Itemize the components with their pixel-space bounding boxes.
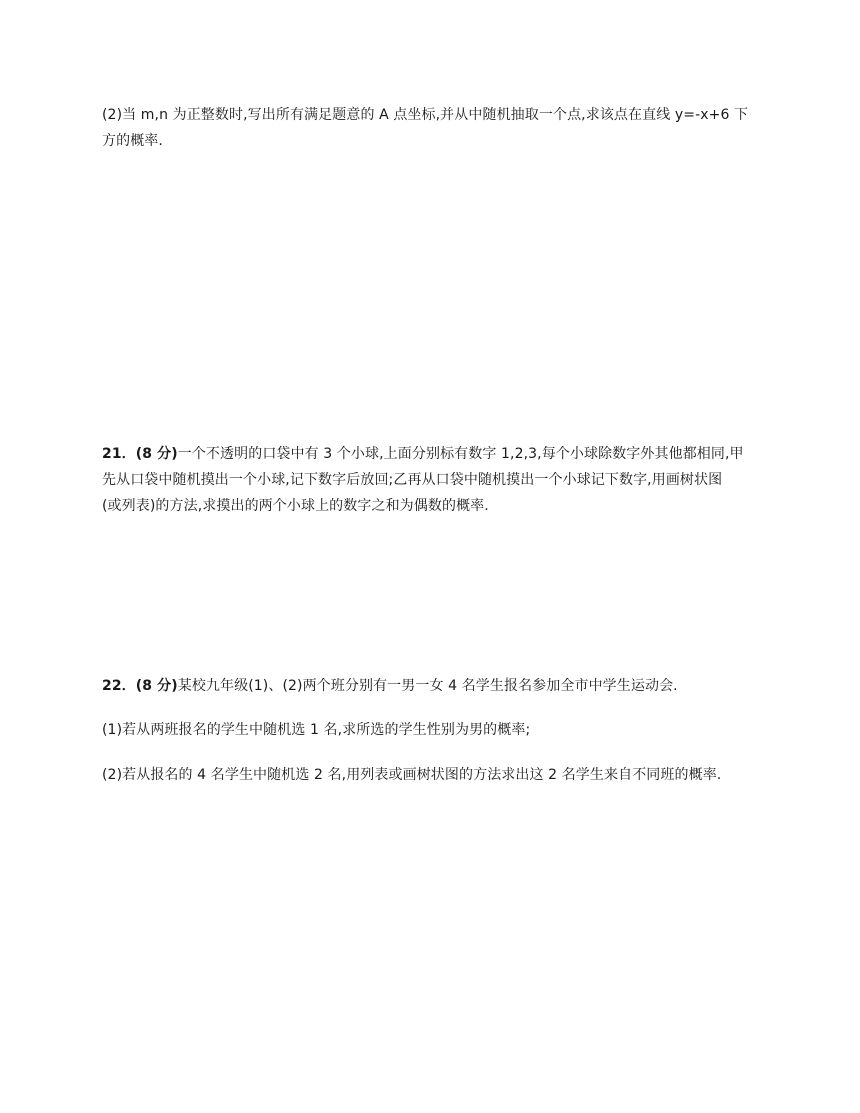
q22-line-1	[102, 676, 762, 696]
q22-number: 22．	[102, 678, 136, 694]
q20-part2-line-1: (2)当 m,n 为正整数时,写出所有满足题意的 A 点坐标,并从中随机抽取一个点,求该点在直线 y=-x+6 下	[102, 107, 749, 123]
q21-line-2: 先从口袋中随机摸出一个小球,记下数字后放回;乙再从口袋中随机摸出一个小球记下数字,用画树状图	[102, 472, 723, 488]
q21-line-1	[102, 444, 762, 464]
q22-score: (8 分)	[135, 678, 178, 694]
q21-score: (8 分)	[135, 446, 178, 462]
q21-line-3: (或列表)的方法,求摸出的两个小球上的数字之和为偶数的概率.	[102, 498, 489, 514]
q22-part2: (2)若从报名的 4 名学生中随机选 2 名,用列表或画树状图的方法求出这 2 名学生来自不同班的概率.	[102, 767, 722, 783]
q21-number: 21．	[102, 446, 136, 462]
q20-part2-line-2: 方的概率.	[102, 133, 163, 149]
q22-part1: (1)若从两班报名的学生中随机选 1 名,求所选的学生性别为男的概率;	[102, 722, 531, 738]
q22-text-1: 某校九年级(1)、(2)两个班分别有一男一女 4 名学生报名参加全市中学生运动会.	[177, 678, 678, 694]
q21-text-1: 一个不透明的口袋中有 3 个小球,上面分别标有数字 1,2,3,每个小球除数字外其他都相同,甲	[177, 446, 744, 462]
